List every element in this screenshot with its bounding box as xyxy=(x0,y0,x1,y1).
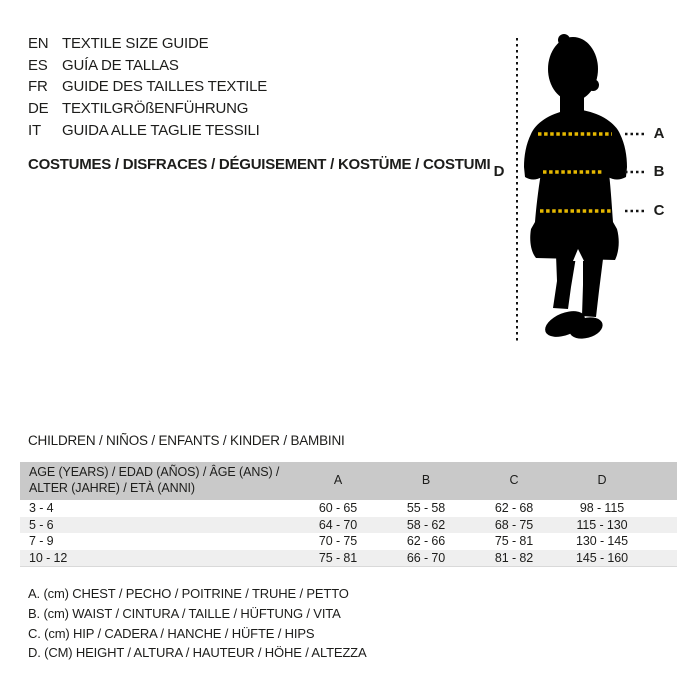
age-header-line2: ALTER (JAHRE) / ETÀ (ANNI) xyxy=(29,480,195,495)
waist-cell: 62 - 66 xyxy=(406,534,446,548)
measure-leader-lines xyxy=(625,134,647,211)
language-row-es xyxy=(28,57,267,79)
column-header-spacer xyxy=(646,462,677,500)
table-row xyxy=(20,500,677,517)
waist-cell: 58 - 62 xyxy=(406,517,446,532)
column-header-c: C xyxy=(509,472,519,487)
age-cell: 10 - 12 xyxy=(29,550,68,565)
language-row-de xyxy=(28,100,267,122)
hip-cell: 62 - 68 xyxy=(494,501,534,515)
waist-cell: 66 - 70 xyxy=(406,550,446,565)
language-list xyxy=(28,35,267,143)
table-section-title: CHILDREN / NIÑOS / ENFANTS / KINDER / BAMBINI xyxy=(28,433,345,448)
category-title: COSTUMES / DISFRACES / DÉGUISEMENT / KOSTÜME / COSTUMI xyxy=(28,156,491,173)
table-row xyxy=(20,550,677,567)
language-code: IT xyxy=(28,121,41,139)
measure-label-c: C xyxy=(653,202,665,219)
hip-cell: 68 - 75 xyxy=(494,517,534,532)
waist-cell: 55 - 58 xyxy=(406,501,446,515)
spacer-cell xyxy=(646,500,677,517)
column-header-d: D xyxy=(597,472,607,487)
child-silhouette xyxy=(524,34,627,342)
measure-label-b: B xyxy=(653,163,665,180)
language-code: ES xyxy=(28,56,48,74)
size-table xyxy=(20,462,677,567)
language-code: FR xyxy=(28,78,48,96)
language-code: DE xyxy=(28,100,49,118)
language-label: TEXTILGRÖßENFÜHRUNG xyxy=(62,100,249,118)
age-column-header xyxy=(20,462,294,500)
language-label: TEXTILE SIZE GUIDE xyxy=(62,35,209,52)
height-cell: 98 - 115 xyxy=(579,501,625,515)
language-label: GUÍA DE TALLAS xyxy=(62,56,179,74)
spacer-cell xyxy=(646,550,677,567)
language-label: GUIDA ALLE TAGLIE TESSILI xyxy=(62,121,260,139)
table-row xyxy=(20,517,677,534)
column-header-a: A xyxy=(333,472,343,487)
hip-cell: 81 - 82 xyxy=(494,550,534,565)
language-row-it xyxy=(28,122,267,144)
legend-height: D. (CM) HEIGHT / ALTURA / HAUTEUR / HÖHE / ALTEZZA xyxy=(28,645,367,661)
chest-cell: 60 - 65 xyxy=(318,501,358,515)
language-row-en xyxy=(28,35,267,57)
chest-cell: 70 - 75 xyxy=(318,534,358,548)
chest-cell: 64 - 70 xyxy=(318,517,358,532)
age-cell: 7 - 9 xyxy=(29,534,54,548)
height-cell: 115 - 130 xyxy=(576,517,628,532)
age-header-line1: AGE (YEARS) / EDAD (AÑOS) / ÂGE (ANS) / xyxy=(29,465,280,479)
height-cell: 145 - 160 xyxy=(576,550,628,565)
table-header-row xyxy=(20,462,677,500)
measure-label-a: A xyxy=(653,125,665,142)
language-row-fr xyxy=(28,78,267,100)
column-header-b: B xyxy=(421,472,431,487)
child-silhouette-figure xyxy=(480,25,690,355)
language-label: GUIDE DES TAILLES TEXTILE xyxy=(62,78,268,96)
language-code: EN xyxy=(28,35,49,52)
age-cell: 3 - 4 xyxy=(29,501,54,515)
legend-chest: A. (cm) CHEST / PECHO / POITRINE / TRUHE / PETTO xyxy=(28,586,349,601)
chest-cell: 75 - 81 xyxy=(318,550,358,565)
spacer-cell xyxy=(646,517,677,534)
measure-label-d: D xyxy=(493,163,505,180)
height-cell: 130 - 145 xyxy=(576,534,628,548)
table-row xyxy=(20,533,677,550)
legend-waist: B. (cm) WAIST / CINTURA / TAILLE / HÜFTUNG / VITA xyxy=(28,605,341,621)
hip-cell: 75 - 81 xyxy=(494,534,534,548)
age-cell: 5 - 6 xyxy=(29,517,54,532)
legend-hip: C. (cm) HIP / CADERA / HANCHE / HÜFTE / HIPS xyxy=(28,625,315,641)
measure-legend xyxy=(28,586,367,665)
spacer-cell xyxy=(646,533,677,550)
